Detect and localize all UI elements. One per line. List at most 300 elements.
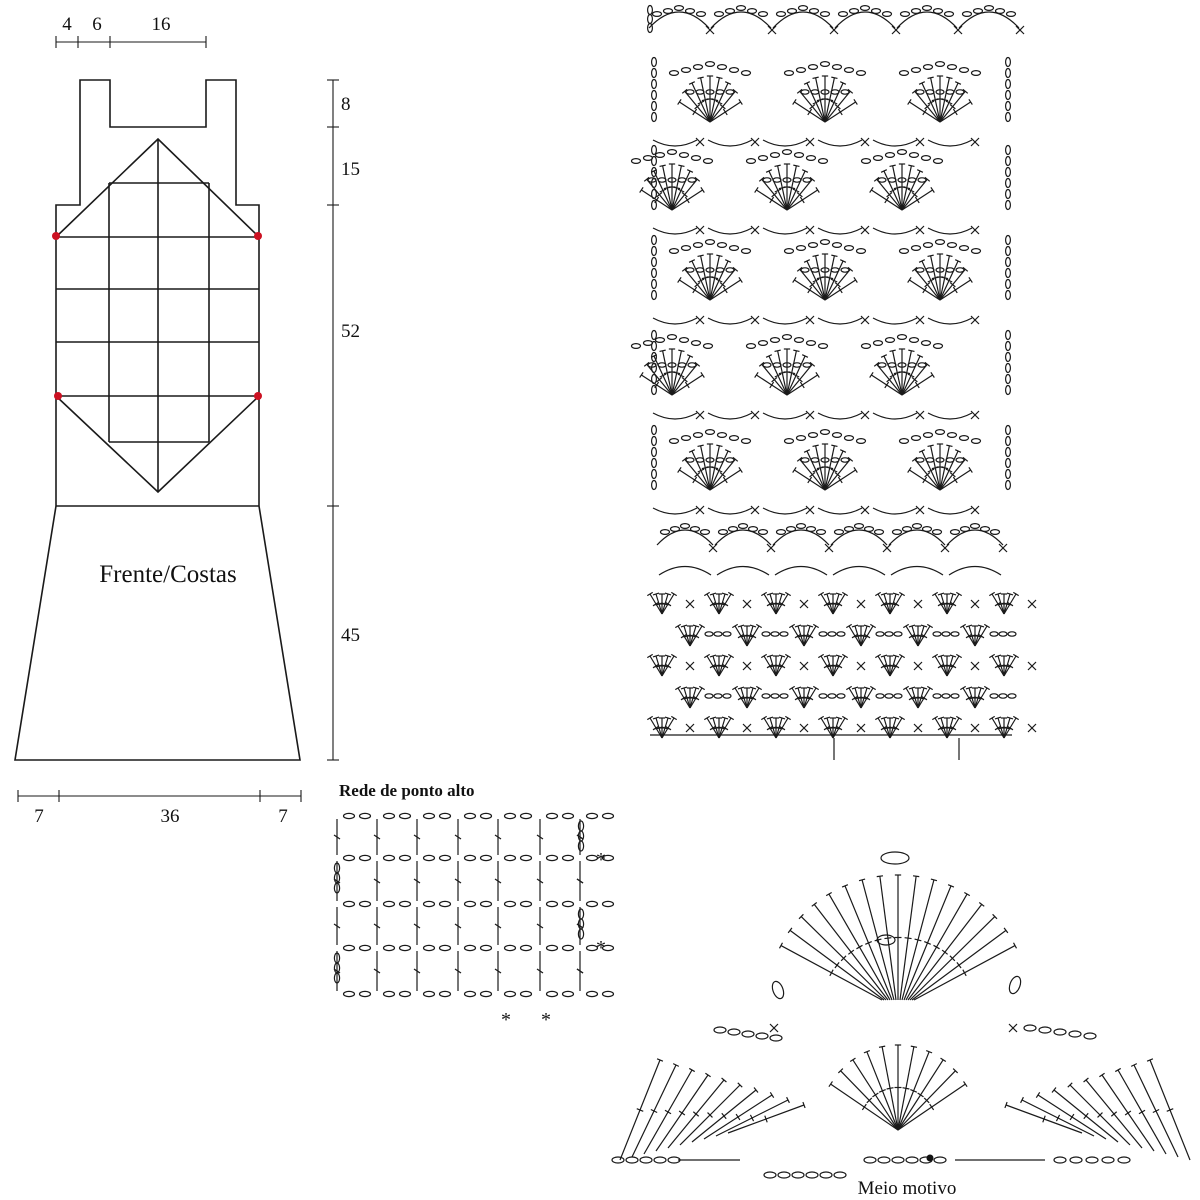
chain-arc-symbol [773, 12, 833, 28]
chain-stitch-symbol [723, 632, 731, 636]
chain-stitch-symbol [440, 813, 451, 818]
chain-stitch-symbol [835, 530, 844, 535]
chain-stitch-symbol [652, 179, 657, 188]
chain-arc-symbol [653, 228, 697, 234]
chain-stitch-symbol [946, 268, 954, 272]
chain-stitch-symbol [912, 68, 921, 73]
chain-stitch-symbol [521, 901, 532, 906]
double-crochet-top [946, 445, 952, 446]
chain-stitch-symbol [926, 268, 934, 272]
chain-stitch-symbol [894, 632, 902, 636]
double-crochet-bar [838, 287, 842, 293]
double-crochet-top [813, 77, 819, 78]
repeat-mark: * [596, 849, 606, 871]
double-crochet-bar [723, 477, 727, 483]
double-crochet-bar [862, 1104, 866, 1110]
chain-stitch-symbol [603, 991, 614, 996]
double-crochet-top [911, 1046, 917, 1047]
chain-stitch-symbol [933, 694, 941, 698]
double-crochet-top [755, 372, 758, 377]
chain-stitch-symbol [481, 945, 492, 950]
chain-stitch-symbol [759, 341, 768, 346]
chain-stitch-symbol [652, 386, 657, 395]
chain-arc-symbol [711, 12, 771, 28]
double-crochet-bar [957, 962, 961, 968]
chain-stitch-symbol [821, 12, 830, 17]
chain-stitch-symbol [682, 436, 691, 441]
chain-stitch-symbol [719, 530, 728, 535]
chain-stitch-symbol [771, 153, 780, 158]
double-crochet-top [678, 99, 681, 104]
chain-stitch-symbol [820, 1172, 832, 1178]
chain-stitch-symbol [505, 813, 516, 818]
double-crochet-bar [903, 372, 910, 373]
double-crochet-top [678, 277, 681, 282]
chain-stitch-symbol [681, 524, 690, 529]
chain-stitch-symbol [694, 65, 703, 70]
chain-stitch-symbol [1006, 280, 1011, 289]
chain-stitch-symbol [811, 90, 819, 94]
chain-arc-symbol [818, 228, 862, 234]
mesh-stitch-chart [334, 813, 614, 996]
double-crochet-top [964, 1081, 968, 1086]
chain-stitch-symbol [1006, 157, 1011, 166]
chain-stitch-symbol [1006, 353, 1011, 362]
double-crochet-top [793, 277, 796, 282]
chain-stitch-symbol [465, 855, 476, 860]
chain-stitch-symbol [903, 527, 912, 532]
chain-stitch-symbol [771, 632, 779, 636]
chain-stitch-symbol [948, 65, 957, 70]
chain-stitch-symbol [759, 12, 768, 17]
chain-arc-symbol [763, 318, 807, 324]
repeat-mark: * [596, 937, 606, 959]
chain-stitch-symbol [764, 1172, 776, 1178]
chain-stitch-symbol [831, 458, 839, 462]
double-crochet-bar [673, 187, 680, 188]
chain-stitch-symbol [948, 243, 957, 248]
top-width-3: 16 [151, 14, 171, 35]
chain-stitch-symbol [686, 268, 694, 272]
chain-stitch-symbol [809, 243, 818, 248]
chain-stitch-symbol [862, 344, 871, 349]
double-crochet-top [854, 467, 857, 472]
chain-arc-symbol [659, 567, 711, 576]
chain-stitch-symbol [762, 694, 770, 698]
chain-arc-symbol [708, 413, 752, 419]
chain-stitch-symbol [730, 246, 739, 251]
chain-stitch-symbol [680, 338, 689, 343]
chain-stitch-symbol [934, 344, 943, 349]
double-crochet-top [928, 255, 934, 256]
chain-stitch-symbol [652, 280, 657, 289]
chain-stitch-symbol [440, 991, 451, 996]
chain-stitch-symbol [654, 1157, 666, 1163]
double-crochet-top [701, 187, 704, 192]
height-2: 15 [341, 159, 360, 180]
chain-stitch-symbol [612, 1157, 624, 1163]
chain-stitch-symbol [1006, 426, 1011, 435]
double-crochet-bar [953, 109, 957, 115]
chain-stitch-symbol [807, 341, 816, 346]
chain-stitch-symbol [521, 991, 532, 996]
double-crochet-top [1004, 928, 1008, 933]
chain-stitch-symbol [563, 945, 574, 950]
chain-stitch-symbol [1006, 102, 1011, 111]
chain-arc-symbol [763, 140, 807, 146]
double-crochet-top [739, 99, 742, 104]
chain-stitch-symbol [817, 530, 826, 535]
chain-stitch-symbol [424, 813, 435, 818]
chain-stitch-symbol [747, 159, 756, 164]
chain-stitch-symbol [770, 980, 786, 1000]
chain-stitch-symbol [1024, 1025, 1036, 1031]
chain-stitch-symbol [821, 62, 830, 67]
double-crochet-top [705, 1073, 710, 1077]
chain-stitch-symbol [547, 991, 558, 996]
double-crochet-bar [856, 945, 862, 948]
chain-stitch-symbol [670, 71, 679, 76]
chain-stitch-symbol [1006, 291, 1011, 300]
chain-stitch-symbol [810, 9, 819, 14]
chain-stitch-symbol [521, 813, 532, 818]
chain-stitch-symbol [652, 470, 657, 479]
chain-arc-symbol [653, 508, 697, 514]
double-crochet-top [831, 77, 837, 78]
chain-stitch-symbol [652, 342, 657, 351]
chain-stitch-symbol [1054, 1029, 1066, 1035]
double-crochet-bar [693, 109, 697, 115]
chain-stitch-symbol [756, 1033, 768, 1039]
double-crochet-top [877, 876, 883, 877]
chain-stitch-symbol [948, 433, 957, 438]
chain-stitch-symbol [878, 178, 886, 182]
chain-stitch-symbol [1006, 342, 1011, 351]
chain-stitch-symbol [652, 236, 657, 245]
chain-stitch-symbol [845, 246, 854, 251]
chain-stitch-symbol [841, 458, 849, 462]
chain-arc-symbol [708, 318, 752, 324]
double-crochet-bar [800, 197, 804, 203]
chain-stitch-symbol [956, 458, 964, 462]
double-crochet-top [870, 187, 873, 192]
chain-stitch-symbol [671, 527, 680, 532]
double-crochet-bar [723, 287, 727, 293]
chain-stitch-symbol [1054, 1157, 1066, 1163]
chain-stitch-symbol [547, 945, 558, 950]
chain-stitch-symbol [878, 363, 886, 367]
double-crochet-top [890, 350, 896, 351]
chain-stitch-symbol [850, 9, 859, 14]
chain-stitch-symbol [1070, 1157, 1082, 1163]
chain-stitch-symbol [360, 813, 371, 818]
chain-stitch-symbol [828, 632, 836, 636]
chain-stitch-symbol [652, 58, 657, 67]
chain-stitch-symbol [913, 524, 922, 529]
chain-stitch-symbol [795, 153, 804, 158]
chain-stitch-symbol [1102, 1157, 1114, 1163]
chain-stitch-symbol [686, 9, 695, 14]
chain-stitch-symbol [942, 694, 950, 698]
chain-stitch-symbol [906, 1157, 918, 1163]
chain-stitch-symbol [788, 9, 797, 14]
chain-arc-symbol [928, 318, 972, 324]
chain-stitch-symbol [652, 91, 657, 100]
chain-arc-symbol [889, 530, 945, 545]
chain-arc-symbol [873, 413, 917, 419]
chain-stitch-symbol [900, 249, 909, 254]
chain-stitch-symbol [701, 530, 710, 535]
chain-stitch-symbol [1006, 190, 1011, 199]
chain-stitch-symbol [694, 433, 703, 438]
chain-stitch-symbol [691, 527, 700, 532]
double-crochet-top [908, 99, 911, 104]
chain-stitch-symbol [1006, 236, 1011, 245]
chain-stitch-symbol [876, 632, 884, 636]
chain-stitch-symbol [807, 156, 816, 161]
chain-stitch-symbol [344, 945, 355, 950]
height-4: 45 [341, 625, 360, 646]
chain-stitch-symbol [1086, 1157, 1098, 1163]
chain-stitch-symbol [742, 249, 751, 254]
double-crochet-top [755, 187, 758, 192]
chain-stitch-symbol [465, 901, 476, 906]
double-crochet-top [813, 445, 819, 446]
chain-stitch-symbol [726, 9, 735, 14]
chain-arc-symbol [763, 228, 807, 234]
double-crochet-top [859, 879, 865, 881]
double-crochet-bar [693, 477, 697, 483]
chain-stitch-symbol [670, 249, 679, 254]
marker-dot [254, 392, 262, 400]
chain-stitch-symbol [704, 344, 713, 349]
double-crochet-bar [723, 109, 727, 115]
chain-stitch-symbol [999, 632, 1007, 636]
double-crochet-top [698, 255, 704, 256]
chain-stitch-symbol [923, 6, 932, 11]
chain-arc-symbol [717, 567, 769, 576]
chain-stitch-symbol [656, 338, 665, 343]
chain-stitch-symbol [704, 159, 713, 164]
chain-stitch-symbol [990, 694, 998, 698]
chain-arc-symbol [831, 530, 887, 545]
chain-stitch-symbol [912, 246, 921, 251]
double-crochet-bar [838, 477, 842, 483]
double-crochet-bar [915, 382, 919, 388]
double-crochet-top [660, 350, 666, 351]
double-crochet-top [969, 467, 972, 472]
chain-stitch-symbol [652, 102, 657, 111]
chain-stitch-symbol [344, 855, 355, 860]
chain-arc-symbol [949, 567, 1001, 576]
double-crochet-bar [923, 477, 927, 483]
height-3: 52 [341, 321, 360, 342]
panel-grid [56, 139, 259, 492]
chain-stitch-symbol [839, 12, 848, 17]
chain-stitch-symbol [747, 344, 756, 349]
chain-arc-symbol [873, 508, 917, 514]
chain-stitch-symbol [783, 335, 792, 340]
double-crochet-top [879, 1046, 885, 1047]
double-crochet-bar [685, 382, 689, 388]
chain-stitch-symbol [400, 855, 411, 860]
chain-arc-symbol [959, 12, 1019, 28]
chain-stitch-symbol [1006, 331, 1011, 340]
chain-stitch-symbol [763, 363, 771, 367]
chain-stitch-symbol [686, 90, 694, 94]
chain-stitch-symbol [892, 1157, 904, 1163]
chain-stitch-symbol [759, 156, 768, 161]
chain-stitch-symbol [697, 12, 706, 17]
double-crochet-top [931, 372, 934, 377]
chain-stitch-symbol [344, 901, 355, 906]
double-crochet-top [1099, 1073, 1104, 1077]
double-crochet-top [969, 99, 972, 104]
chain-stitch-symbol [668, 335, 677, 340]
chain-stitch-symbol [1006, 269, 1011, 278]
chain-arc-symbol [708, 228, 752, 234]
chain-stitch-symbol [723, 694, 731, 698]
chain-stitch-symbol [908, 363, 916, 367]
top-width-2: 6 [92, 14, 102, 35]
double-crochet-top [941, 1058, 946, 1061]
chain-stitch-symbol [778, 1172, 790, 1178]
chain-stitch-symbol [678, 178, 686, 182]
chain-stitch-symbol [898, 335, 907, 340]
double-crochet-bar [903, 1088, 910, 1089]
chain-stitch-symbol [1006, 91, 1011, 100]
chain-stitch-symbol [360, 855, 371, 860]
chain-stitch-symbol [809, 433, 818, 438]
chain-stitch-symbol [926, 90, 934, 94]
chain-stitch-symbol [742, 439, 751, 444]
chain-stitch-symbol [1118, 1157, 1130, 1163]
chain-stitch-symbol [749, 527, 758, 532]
chain-stitch-symbol [881, 852, 909, 864]
double-crochet-top [1036, 1092, 1039, 1097]
chain-stitch-symbol [900, 71, 909, 76]
chain-stitch-symbol [578, 919, 583, 929]
garment-schematic [15, 14, 360, 827]
center-dot [927, 1155, 934, 1162]
double-crochet-bar [808, 477, 812, 483]
chain-stitch-symbol [658, 363, 666, 367]
chain-stitch-symbol [926, 458, 934, 462]
chain-stitch-symbol [797, 524, 806, 529]
double-crochet-bar [942, 950, 948, 954]
chain-stitch-symbol [578, 841, 583, 851]
double-crochet-top [770, 1092, 773, 1097]
chain-stitch-symbol [680, 153, 689, 158]
chain-stitch-symbol [999, 694, 1007, 698]
double-crochet-bar [665, 1110, 671, 1113]
chain-arc-symbol [775, 567, 827, 576]
chain-stitch-symbol [971, 524, 980, 529]
chain-stitch-symbol [505, 901, 516, 906]
chain-stitch-symbol [652, 375, 657, 384]
double-crochet-bar [711, 99, 718, 100]
chain-stitch-symbol [587, 901, 598, 906]
chain-stitch-symbol [803, 363, 811, 367]
chain-stitch-symbol [686, 458, 694, 462]
chain-stitch-symbol [652, 481, 657, 490]
chain-stitch-symbol [833, 433, 842, 438]
chain-stitch-symbol [726, 90, 734, 94]
chain-stitch-symbol [861, 6, 870, 11]
chain-stitch-symbol [885, 632, 893, 636]
double-crochet-bar [800, 382, 804, 388]
chain-stitch-symbol [440, 855, 451, 860]
chain-stitch-symbol [668, 150, 677, 155]
double-crochet-top [831, 445, 837, 446]
chain-stitch-symbol [718, 65, 727, 70]
double-crochet-bar [788, 187, 795, 188]
chain-stitch-symbol [886, 338, 895, 343]
top-width-1: 4 [62, 14, 72, 35]
double-crochet-top [793, 350, 799, 351]
chain-stitch-symbol [715, 12, 724, 17]
chain-stitch-symbol [1006, 113, 1011, 122]
chain-stitch-symbol [678, 363, 686, 367]
double-crochet-bar [885, 382, 889, 388]
chain-stitch-symbol [874, 156, 883, 161]
bottom-width-2: 36 [160, 806, 180, 827]
double-crochet-top [716, 255, 722, 256]
chain-stitch-symbol [862, 159, 871, 164]
chain-stitch-symbol [682, 68, 691, 73]
chain-arc-symbol [657, 530, 713, 545]
double-crochet-bar [826, 99, 833, 100]
double-crochet-top [850, 1058, 855, 1061]
chain-stitch-symbol [837, 694, 845, 698]
chain-stitch-symbol [900, 439, 909, 444]
chain-stitch-symbol [834, 1172, 846, 1178]
chain-stitch-symbol [652, 157, 657, 166]
chain-stitch-symbol [739, 524, 748, 529]
chain-stitch-symbol [770, 1035, 782, 1041]
chain-stitch-symbol [878, 1157, 890, 1163]
chain-stitch-symbol [730, 436, 739, 441]
chain-stitch-symbol [384, 901, 395, 906]
chain-stitch-symbol [792, 1172, 804, 1178]
chain-stitch-symbol [360, 945, 371, 950]
chain-stitch-symbol [797, 246, 806, 251]
chain-stitch-symbol [951, 530, 960, 535]
chain-stitch-symbol [1006, 481, 1011, 490]
chain-stitch-symbol [360, 901, 371, 906]
chain-arc-symbol [928, 228, 972, 234]
chain-stitch-symbol [648, 24, 653, 33]
chain-stitch-symbol [716, 90, 724, 94]
chain-stitch-symbol [787, 527, 796, 532]
double-crochet-bar [915, 197, 919, 203]
double-crochet-top [678, 165, 684, 166]
chain-stitch-symbol [821, 430, 830, 435]
chain-stitch-symbol [658, 178, 666, 182]
chain-stitch-symbol [888, 363, 896, 367]
double-crochet-top [928, 445, 934, 446]
chain-stitch-symbol [841, 90, 849, 94]
mesh-chart-title: Rede de ponto alto [339, 781, 475, 800]
chain-arc-symbol [833, 567, 885, 576]
double-crochet-bar [1139, 1110, 1145, 1113]
chain-stitch-symbol [922, 341, 931, 346]
chain-stitch-symbol [716, 268, 724, 272]
chain-stitch-symbol [991, 530, 1000, 535]
chain-stitch-symbol [656, 153, 665, 158]
chain-stitch-symbol [652, 459, 657, 468]
double-crochet-top [793, 467, 796, 472]
